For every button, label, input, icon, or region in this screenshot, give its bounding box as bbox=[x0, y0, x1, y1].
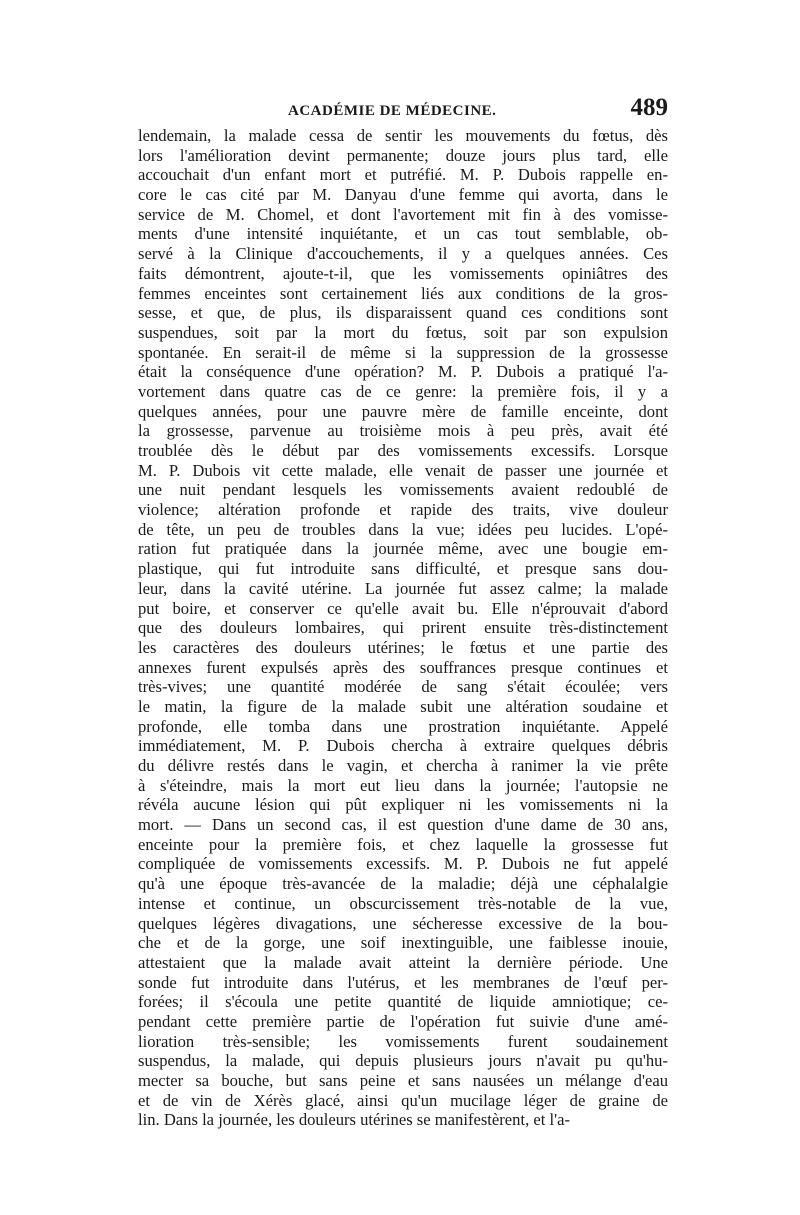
running-title: ACADÉMIE DE MÉDECINE. bbox=[288, 103, 497, 119]
text-line: put boire, et conserver ce qu'elle avait bu. Elle n'éprouvait d'abord bbox=[138, 598, 668, 618]
text-line: révéla aucune lésion qui pût expliquer ni les vomissements ni la bbox=[138, 795, 668, 815]
text-line: une nuit pendant lesquels les vomissements avaient redoublé de bbox=[138, 480, 668, 500]
text-line: lendemain, la malade cessa de sentir les mouvements du fœtus, dès bbox=[138, 126, 668, 145]
text-line: servé à la Clinique d'accouchements, il y a quelques années. Ces bbox=[138, 244, 668, 264]
text-line: les caractères des douleurs utérines; le fœtus et une partie des bbox=[138, 637, 668, 657]
text-line: et de vin de Xérès glacé, ainsi qu'un mucilage léger de graine de bbox=[138, 1090, 668, 1110]
text-line: forées; il s'écoula une petite quantité de liquide amniotique; ce- bbox=[138, 992, 668, 1012]
page-number: 489 bbox=[630, 94, 668, 121]
text-line: vortement dans quatre cas de ce genre: la première fois, il y a bbox=[138, 381, 668, 401]
text-line: quelques légères divagations, une sécheresse excessive de la bou- bbox=[138, 913, 668, 933]
text-line: pendant cette première partie de l'opération fut suivie d'une amé- bbox=[138, 1011, 668, 1031]
text-line: immédiatement, M. P. Dubois chercha à extraire quelques débris bbox=[138, 736, 668, 756]
text-line: intense et continue, un obscurcissement très-notable de la vue, bbox=[138, 893, 668, 913]
text-line: lioration très-sensible; les vomissements furent soudainement bbox=[138, 1031, 668, 1051]
text-line: annexes furent expulsés après des souffrances presque continues et bbox=[138, 657, 668, 677]
text-line: che et de la gorge, une soif inextinguible, une faiblesse inouie, bbox=[138, 933, 668, 953]
text-line: plastique, qui fut introduite sans difficulté, et presque sans dou- bbox=[138, 559, 668, 579]
text-line: service de M. Chomel, et dont l'avortement mit fin à des vomisse- bbox=[138, 204, 668, 224]
text-line: profonde, elle tomba dans une prostration inquiétante. Appelé bbox=[138, 716, 668, 736]
text-line: violence; altération profonde et rapide des traits, vive douleur bbox=[138, 500, 668, 520]
text-line: spontanée. En serait-il de même si la suppression de la grossesse bbox=[138, 342, 668, 362]
text-line: ration fut pratiquée dans la journée même, avec une bougie em- bbox=[138, 539, 668, 559]
text-line: suspendus, la malade, qui depuis plusieurs jours n'avait pu qu'hu- bbox=[138, 1051, 668, 1071]
text-line: qu'à une époque très-avancée de la maladie; déjà une céphalalgie bbox=[138, 874, 668, 894]
text-line: mecter sa bouche, but sans peine et sans nausées un mélange d'eau bbox=[138, 1071, 668, 1090]
text-line: que des douleurs lombaires, qui prirent ensuite très-distinctement bbox=[138, 618, 668, 638]
text-line: troublée dès le début par des vomissements excessifs. Lorsque bbox=[138, 441, 668, 460]
text-line: la grossesse, parvenue au troisième mois à peu près, avait été bbox=[138, 421, 668, 441]
text-line: de tête, un peu de troubles dans la vue; idées peu lucides. L'opé- bbox=[138, 519, 668, 539]
text-line: leur, dans la cavité utérine. La journée fut assez calme; la malade bbox=[138, 578, 668, 598]
text-line: ments d'une intensité inquiétante, et un cas tout semblable, ob- bbox=[138, 224, 668, 244]
text-line: était la conséquence d'une opération? M. P. Dubois a pratiqué l'a- bbox=[138, 362, 668, 382]
text-line: compliquée de vomissements excessifs. M. P. Dubois ne fut appelé bbox=[138, 854, 668, 874]
text-line: quelques années, pour une pauvre mère de famille enceinte, dont bbox=[138, 401, 668, 421]
text-line: le matin, la figure de la malade subit une altération soudaine et bbox=[138, 696, 668, 716]
text-line: sonde fut introduite dans l'utérus, et les membranes de l'œuf per- bbox=[138, 972, 668, 992]
text-line: mort. — Dans un second cas, il est question d'une dame de 30 ans, bbox=[138, 815, 668, 835]
text-line: lin. Dans la journée, les douleurs utérines se manifestèrent, et l'a- bbox=[138, 1110, 570, 1130]
text-line: à s'éteindre, mais la mort eut lieu dans la journée; l'autopsie ne bbox=[138, 775, 668, 795]
body-text bbox=[138, 126, 668, 1130]
text-line: lors l'amélioration devint permanente; douze jours plus tard, elle bbox=[138, 145, 668, 165]
text-line: du délivre restés dans le vagin, et chercha à ranimer la vie prête bbox=[138, 756, 668, 775]
text-line: femmes enceintes sont certainement liés aux conditions de la gros- bbox=[138, 283, 668, 303]
page-header bbox=[138, 92, 668, 128]
text-line: accouchait d'un enfant mort et putréfié. M. P. Dubois rappelle en- bbox=[138, 165, 668, 185]
text-line: attestaient que la malade avait atteint la dernière période. Une bbox=[138, 952, 668, 972]
text-line: enceinte pour la première fois, et chez laquelle la grossesse fut bbox=[138, 834, 668, 854]
text-line: suspendues, soit par la mort du fœtus, soit par son expulsion bbox=[138, 322, 668, 342]
text-line: très-vives; une quantité modérée de sang s'était écoulée; vers bbox=[138, 677, 668, 697]
text-line: faits démontrent, ajoute-t-il, que les vomissements opiniâtres des bbox=[138, 263, 668, 283]
text-line: core le cas cité par M. Danyau d'une femme qui avorta, dans le bbox=[138, 185, 668, 205]
text-line: sesse, et que, de plus, ils disparaissent quand ces conditions sont bbox=[138, 303, 668, 323]
text-line: M. P. Dubois vit cette malade, elle venait de passer une journée et bbox=[138, 460, 668, 480]
